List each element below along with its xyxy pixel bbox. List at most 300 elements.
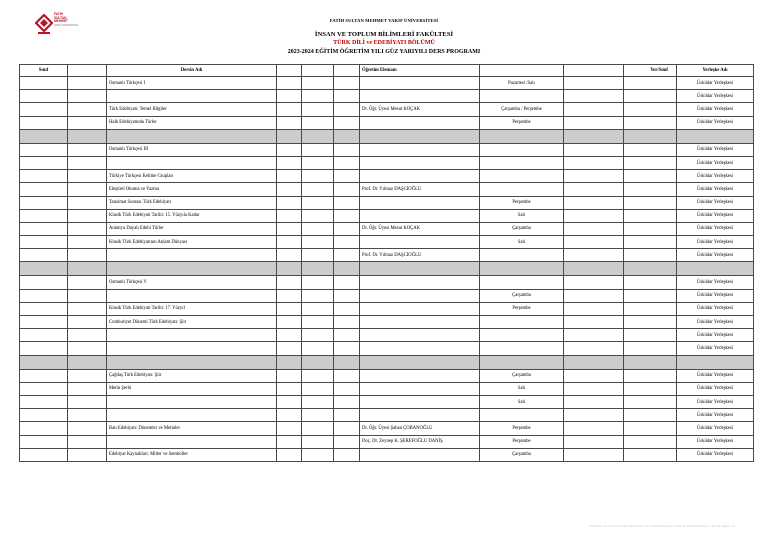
cell-gun bbox=[480, 143, 564, 156]
cell-blank bbox=[564, 276, 624, 289]
cell-blank bbox=[564, 302, 624, 315]
cell-ogretim-elemani: Dr. Öğr. Üyesi Mesut KOÇAK bbox=[360, 222, 480, 235]
cell-ogretim-elemani bbox=[360, 329, 480, 342]
cell-ogretim-elemani: Dr. Öğr. Üyesi Şaban ÇOBANOĞLU bbox=[360, 422, 480, 435]
cell-yerleske: Üsküdar Yerleşkesi bbox=[677, 77, 754, 90]
col-header-ders-adi: Dersin Adı bbox=[107, 65, 277, 77]
cell-blank bbox=[302, 289, 334, 302]
cell-yerleske: Üsküdar Yerleşkesi bbox=[677, 90, 754, 103]
cell-blank bbox=[334, 316, 360, 329]
cell-ders-adi: Klasik Türk Edebiyatı Tarihi: 17. Yüzyıl bbox=[107, 302, 277, 315]
cell-gun: Salı bbox=[480, 395, 564, 408]
cell-ogretim-elemani bbox=[360, 209, 480, 222]
cell-ders-adi: Osmanlı Türkçesi V bbox=[107, 276, 277, 289]
cell-gun: Çarşamba / Perşembe bbox=[480, 103, 564, 116]
separator-cell bbox=[360, 355, 480, 369]
cell-gun: Perşembe bbox=[480, 435, 564, 448]
cell-yerleske: Üsküdar Yerleşkesi bbox=[677, 222, 754, 235]
cell-ders-adi: Halk Edebiyatında Türler bbox=[107, 116, 277, 129]
cell-blank bbox=[302, 249, 334, 262]
cell-ogretim-elemani bbox=[360, 302, 480, 315]
cell-gun: Perşembe bbox=[480, 196, 564, 209]
cell-yer-sinif bbox=[624, 170, 677, 183]
separator-cell bbox=[360, 129, 480, 143]
logo-line-2: SULTAN bbox=[54, 15, 67, 20]
cell-sinif bbox=[20, 382, 68, 395]
col-header-blank bbox=[564, 65, 624, 77]
cell-blank bbox=[277, 222, 302, 235]
separator-cell bbox=[564, 355, 624, 369]
cell-yer-sinif bbox=[624, 196, 677, 209]
cell-yer-sinif bbox=[624, 289, 677, 302]
cell-sinif bbox=[20, 369, 68, 382]
cell-blank bbox=[302, 103, 334, 116]
cell-blank bbox=[564, 183, 624, 196]
cell-blank bbox=[564, 422, 624, 435]
header-row bbox=[20, 65, 754, 77]
cell-yerleske: Üsküdar Yerleşkesi bbox=[677, 196, 754, 209]
cell-blank bbox=[564, 448, 624, 461]
cell-gun: Salı bbox=[480, 236, 564, 249]
cell-blank bbox=[302, 276, 334, 289]
cell-ders-adi: Tanzimat Sonrası Türk Edebiyatı bbox=[107, 196, 277, 209]
cell-blank bbox=[277, 103, 302, 116]
cell-yerleske: Üsküdar Yerleşkesi bbox=[677, 448, 754, 461]
cell-ogretim-elemani bbox=[360, 448, 480, 461]
cell-blank bbox=[68, 170, 107, 183]
cell-yerleske: Üsküdar Yerleşkesi bbox=[677, 103, 754, 116]
cell-yerleske: Üsküdar Yerleşkesi bbox=[677, 342, 754, 355]
cell-ders-adi: Çağdaş Türk Edebiyatı: Şiir bbox=[107, 369, 277, 382]
separator-cell bbox=[107, 129, 277, 143]
cell-yerleske: Üsküdar Yerleşkesi bbox=[677, 170, 754, 183]
cell-gun bbox=[480, 183, 564, 196]
cell-blank bbox=[564, 369, 624, 382]
cell-blank bbox=[564, 170, 624, 183]
cell-ders-adi: Türkiye Türkçesi Kelime Grupları bbox=[107, 170, 277, 183]
cell-blank bbox=[277, 422, 302, 435]
cell-blank bbox=[302, 116, 334, 129]
cell-yer-sinif bbox=[624, 369, 677, 382]
cell-blank bbox=[564, 329, 624, 342]
cell-blank bbox=[302, 395, 334, 408]
table-row bbox=[20, 329, 754, 342]
cell-blank bbox=[68, 382, 107, 395]
cell-blank bbox=[277, 382, 302, 395]
cell-ders-adi bbox=[107, 409, 277, 422]
cell-blank bbox=[277, 170, 302, 183]
cell-sinif bbox=[20, 236, 68, 249]
cell-yerleske: Üsküdar Yerleşkesi bbox=[677, 236, 754, 249]
cell-blank bbox=[68, 156, 107, 169]
faculty-name: İNSAN VE TOPLUM BİLİMLERİ FAKÜLTESİ bbox=[314, 31, 454, 38]
cell-blank bbox=[277, 196, 302, 209]
separator-cell bbox=[564, 262, 624, 276]
cell-gun bbox=[480, 316, 564, 329]
separator-cell bbox=[480, 129, 564, 143]
cell-blank bbox=[68, 249, 107, 262]
cell-ders-adi: Klasik Türk Edebiyatı Tarihi: 15. Yüzyıla Kadar bbox=[107, 209, 277, 222]
cell-ogretim-elemani: Dr. Öğr. Üyesi Mesut KOÇAK bbox=[360, 103, 480, 116]
cell-blank bbox=[564, 196, 624, 209]
cell-blank bbox=[68, 209, 107, 222]
cell-blank bbox=[68, 316, 107, 329]
cell-sinif bbox=[20, 183, 68, 196]
separator-cell bbox=[20, 355, 68, 369]
cell-gun bbox=[480, 90, 564, 103]
cell-blank bbox=[302, 409, 334, 422]
col-header-blank bbox=[302, 65, 334, 77]
cell-ders-adi bbox=[107, 342, 277, 355]
cell-ogretim-elemani bbox=[360, 156, 480, 169]
separator-cell bbox=[564, 129, 624, 143]
cell-sinif bbox=[20, 249, 68, 262]
cell-ogretim-elemani: Prof. Dr. Yılmaz DAŞCIOĞLU bbox=[360, 249, 480, 262]
cell-blank bbox=[277, 156, 302, 169]
table-row bbox=[20, 249, 754, 262]
table-row bbox=[20, 236, 754, 249]
cell-ders-adi bbox=[107, 289, 277, 302]
cell-blank bbox=[334, 156, 360, 169]
separator-cell bbox=[480, 262, 564, 276]
cell-gun bbox=[480, 342, 564, 355]
cell-yer-sinif bbox=[624, 435, 677, 448]
cell-yer-sinif bbox=[624, 342, 677, 355]
cell-gun: Perşembe bbox=[480, 302, 564, 315]
university-name: FATİH SULTAN MEHMET VAKIF ÜNİVERSİTESİ bbox=[329, 18, 439, 23]
separator-cell bbox=[277, 129, 302, 143]
cell-blank bbox=[68, 90, 107, 103]
separator-cell bbox=[624, 129, 677, 143]
table-row bbox=[20, 435, 754, 448]
cell-sinif bbox=[20, 289, 68, 302]
table-row bbox=[20, 289, 754, 302]
cell-blank bbox=[302, 77, 334, 90]
cell-yer-sinif bbox=[624, 409, 677, 422]
cell-blank bbox=[302, 236, 334, 249]
cell-sinif bbox=[20, 316, 68, 329]
col-header-yerleske-adi: Yerleşke Adı bbox=[677, 65, 754, 77]
cell-blank bbox=[277, 369, 302, 382]
cell-sinif bbox=[20, 116, 68, 129]
cell-sinif bbox=[20, 435, 68, 448]
table-row bbox=[20, 116, 754, 129]
separator-cell bbox=[334, 262, 360, 276]
cell-blank bbox=[302, 143, 334, 156]
cell-blank bbox=[68, 435, 107, 448]
cell-ders-adi: Klasik Türk Edebiyatının Anlam Dünyası bbox=[107, 236, 277, 249]
cell-gun bbox=[480, 249, 564, 262]
cell-ders-adi: Eleştirel Okuma ve Yazma bbox=[107, 183, 277, 196]
cell-blank bbox=[564, 236, 624, 249]
col-header-sinif: Sınıf bbox=[20, 65, 68, 77]
cell-yerleske: Üsküdar Yerleşkesi bbox=[677, 156, 754, 169]
cell-blank bbox=[564, 103, 624, 116]
cell-blank bbox=[68, 369, 107, 382]
cell-blank bbox=[334, 90, 360, 103]
cell-blank bbox=[334, 116, 360, 129]
cell-gun: Salı bbox=[480, 209, 564, 222]
cell-yer-sinif bbox=[624, 222, 677, 235]
cell-blank bbox=[334, 342, 360, 355]
cell-ogretim-elemani bbox=[360, 90, 480, 103]
cell-yer-sinif bbox=[624, 77, 677, 90]
cell-gun: Çarşamba bbox=[480, 222, 564, 235]
cell-blank bbox=[564, 435, 624, 448]
cell-blank bbox=[277, 409, 302, 422]
cell-yerleske: Üsküdar Yerleşkesi bbox=[677, 316, 754, 329]
cell-blank bbox=[68, 196, 107, 209]
table-row bbox=[20, 369, 754, 382]
cell-blank bbox=[564, 409, 624, 422]
col-header-ogretim-elemani: Öğretim Elemanı bbox=[360, 65, 480, 77]
cell-blank bbox=[334, 236, 360, 249]
cell-blank bbox=[334, 143, 360, 156]
cell-blank bbox=[277, 209, 302, 222]
cell-gun bbox=[480, 170, 564, 183]
cell-blank bbox=[277, 183, 302, 196]
cell-blank bbox=[302, 183, 334, 196]
col-header-blank bbox=[277, 65, 302, 77]
cell-yerleske: Üsküdar Yerleşkesi bbox=[677, 276, 754, 289]
schedule-body bbox=[20, 77, 754, 462]
cell-gun: Çarşamba bbox=[480, 448, 564, 461]
cell-blank bbox=[302, 342, 334, 355]
separator-cell bbox=[624, 355, 677, 369]
separator-cell bbox=[480, 355, 564, 369]
cell-gun: Çarşamba bbox=[480, 289, 564, 302]
cell-gun bbox=[480, 409, 564, 422]
cell-blank bbox=[68, 395, 107, 408]
cell-ders-adi: Cumhuriyet Dönemi Türk Edebiyatı: Şiir bbox=[107, 316, 277, 329]
cell-gun bbox=[480, 329, 564, 342]
cell-blank bbox=[564, 222, 624, 235]
table-row bbox=[20, 409, 754, 422]
cell-blank bbox=[334, 435, 360, 448]
cell-ders-adi bbox=[107, 156, 277, 169]
schedule-table bbox=[19, 64, 754, 462]
table-row bbox=[20, 77, 754, 90]
cell-blank bbox=[68, 183, 107, 196]
separator-cell bbox=[302, 129, 334, 143]
table-row bbox=[20, 316, 754, 329]
table-row bbox=[20, 183, 754, 196]
cell-blank bbox=[277, 77, 302, 90]
cell-yer-sinif bbox=[624, 249, 677, 262]
logo-line-1: FATİH bbox=[54, 12, 63, 16]
separator-cell bbox=[302, 262, 334, 276]
cell-blank bbox=[334, 395, 360, 408]
document-footer: Doküman No: KY-FR-074 İlk Yayın Tarihi: 07.10.2019 Revizyon Tarihi: 20.07.2020 Revizyon No: 01 Sayfa: 1/1 bbox=[589, 524, 735, 528]
separator-cell bbox=[677, 355, 754, 369]
cell-gun: Perşembe bbox=[480, 116, 564, 129]
cell-blank bbox=[68, 77, 107, 90]
cell-blank bbox=[334, 77, 360, 90]
cell-blank bbox=[564, 382, 624, 395]
cell-ders-adi: Osmanlı Türkçesi III bbox=[107, 143, 277, 156]
cell-yerleske: Üsküdar Yerleşkesi bbox=[677, 382, 754, 395]
cell-blank bbox=[277, 316, 302, 329]
table-row bbox=[20, 222, 754, 235]
cell-gun bbox=[480, 156, 564, 169]
cell-blank bbox=[68, 103, 107, 116]
cell-yerleske: Üsküdar Yerleşkesi bbox=[677, 143, 754, 156]
cell-blank bbox=[68, 222, 107, 235]
cell-yer-sinif bbox=[624, 395, 677, 408]
cell-blank bbox=[277, 342, 302, 355]
separator-cell bbox=[624, 262, 677, 276]
cell-sinif bbox=[20, 329, 68, 342]
separator-cell bbox=[68, 262, 107, 276]
cell-ders-adi: Metin Şerhi bbox=[107, 382, 277, 395]
cell-blank bbox=[68, 116, 107, 129]
cell-sinif bbox=[20, 302, 68, 315]
cell-gun bbox=[480, 276, 564, 289]
cell-sinif bbox=[20, 422, 68, 435]
cell-blank bbox=[564, 90, 624, 103]
col-header-yer-sinif: Yer/Sınıf bbox=[624, 65, 677, 77]
cell-yerleske: Üsküdar Yerleşkesi bbox=[677, 116, 754, 129]
cell-blank bbox=[68, 302, 107, 315]
cell-blank bbox=[564, 289, 624, 302]
cell-sinif bbox=[20, 90, 68, 103]
cell-ogretim-elemani bbox=[360, 369, 480, 382]
separator-cell bbox=[107, 262, 277, 276]
cell-blank bbox=[302, 316, 334, 329]
cell-gun: Pazartesi /Salı bbox=[480, 77, 564, 90]
cell-blank bbox=[564, 156, 624, 169]
cell-yer-sinif bbox=[624, 143, 677, 156]
cell-blank bbox=[564, 395, 624, 408]
cell-blank bbox=[334, 183, 360, 196]
cell-blank bbox=[334, 222, 360, 235]
program-title: 2023-2024 EĞİTİM ÖĞRETİM YILI GÜZ YARIYILI DERS PROGRAMI bbox=[287, 49, 481, 55]
cell-sinif bbox=[20, 448, 68, 461]
logo-line-3: MEHMET bbox=[54, 19, 68, 24]
separator-cell bbox=[20, 262, 68, 276]
cell-ders-adi bbox=[107, 435, 277, 448]
separator-cell bbox=[360, 262, 480, 276]
cell-yer-sinif bbox=[624, 156, 677, 169]
cell-ogretim-elemani bbox=[360, 395, 480, 408]
cell-blank bbox=[277, 395, 302, 408]
cell-yerleske: Üsküdar Yerleşkesi bbox=[677, 329, 754, 342]
cell-blank bbox=[302, 209, 334, 222]
cell-blank bbox=[334, 302, 360, 315]
cell-ogretim-elemani bbox=[360, 289, 480, 302]
cell-ogretim-elemani bbox=[360, 316, 480, 329]
cell-ders-adi bbox=[107, 90, 277, 103]
cell-ogretim-elemani: Doç. Dr. Zeynep K. ŞEREFOĞLU DANİŞ bbox=[360, 435, 480, 448]
cell-yerleske: Üsküdar Yerleşkesi bbox=[677, 422, 754, 435]
table-row bbox=[20, 395, 754, 408]
cell-blank bbox=[564, 342, 624, 355]
cell-sinif bbox=[20, 196, 68, 209]
cell-blank bbox=[277, 276, 302, 289]
separator-row bbox=[20, 355, 754, 369]
separator-cell bbox=[334, 129, 360, 143]
cell-blank bbox=[334, 196, 360, 209]
cell-blank bbox=[68, 143, 107, 156]
cell-blank bbox=[564, 143, 624, 156]
cell-blank bbox=[302, 369, 334, 382]
cell-blank bbox=[334, 209, 360, 222]
table-row bbox=[20, 196, 754, 209]
separator-row bbox=[20, 262, 754, 276]
logo-subtitle: VAKIF ÜNİVERSİTESİ bbox=[54, 23, 78, 27]
cell-blank bbox=[277, 236, 302, 249]
separator-cell bbox=[20, 129, 68, 143]
cell-sinif bbox=[20, 342, 68, 355]
cell-blank bbox=[68, 342, 107, 355]
cell-yerleske: Üsküdar Yerleşkesi bbox=[677, 289, 754, 302]
cell-yer-sinif bbox=[624, 448, 677, 461]
cell-yer-sinif bbox=[624, 103, 677, 116]
separator-cell bbox=[677, 262, 754, 276]
cell-sinif bbox=[20, 143, 68, 156]
separator-cell bbox=[277, 262, 302, 276]
cell-sinif bbox=[20, 209, 68, 222]
cell-blank bbox=[302, 170, 334, 183]
cell-blank bbox=[334, 249, 360, 262]
cell-blank bbox=[277, 302, 302, 315]
cell-yer-sinif bbox=[624, 116, 677, 129]
cell-sinif bbox=[20, 77, 68, 90]
cell-ogretim-elemani bbox=[360, 382, 480, 395]
cell-blank bbox=[302, 196, 334, 209]
cell-blank bbox=[68, 409, 107, 422]
cell-yer-sinif bbox=[624, 302, 677, 315]
table-row bbox=[20, 209, 754, 222]
cell-blank bbox=[68, 289, 107, 302]
cell-ders-adi: Türk Edebiyatı: Temel Bilgiler bbox=[107, 103, 277, 116]
cell-ders-adi: Anlatıya Dayalı Edebi Türler bbox=[107, 222, 277, 235]
cell-yerleske: Üsküdar Yerleşkesi bbox=[677, 183, 754, 196]
cell-yer-sinif bbox=[624, 209, 677, 222]
cell-gun: Salı bbox=[480, 382, 564, 395]
cell-gun: Perşembe bbox=[480, 422, 564, 435]
cell-blank bbox=[277, 249, 302, 262]
cell-sinif bbox=[20, 395, 68, 408]
cell-sinif bbox=[20, 170, 68, 183]
cell-yerleske: Üsküdar Yerleşkesi bbox=[677, 302, 754, 315]
table-row bbox=[20, 143, 754, 156]
cell-yer-sinif bbox=[624, 183, 677, 196]
cell-blank bbox=[302, 90, 334, 103]
table-row bbox=[20, 448, 754, 461]
cell-blank bbox=[302, 222, 334, 235]
cell-blank bbox=[302, 156, 334, 169]
table-row bbox=[20, 276, 754, 289]
cell-blank bbox=[334, 170, 360, 183]
cell-ogretim-elemani bbox=[360, 116, 480, 129]
cell-blank bbox=[334, 422, 360, 435]
col-header-blank bbox=[68, 65, 107, 77]
table-row bbox=[20, 302, 754, 315]
table-row bbox=[20, 170, 754, 183]
separator-cell bbox=[68, 355, 107, 369]
cell-yer-sinif bbox=[624, 382, 677, 395]
cell-ogretim-elemani bbox=[360, 143, 480, 156]
table-row bbox=[20, 382, 754, 395]
cell-yerleske: Üsküdar Yerleşkesi bbox=[677, 369, 754, 382]
cell-blank bbox=[68, 329, 107, 342]
cell-blank bbox=[564, 209, 624, 222]
department-name: TÜRK DİLİ ve EDEBİYATI BÖLÜMÜ bbox=[333, 40, 435, 46]
separator-cell bbox=[277, 355, 302, 369]
cell-ogretim-elemani bbox=[360, 236, 480, 249]
cell-blank bbox=[302, 302, 334, 315]
